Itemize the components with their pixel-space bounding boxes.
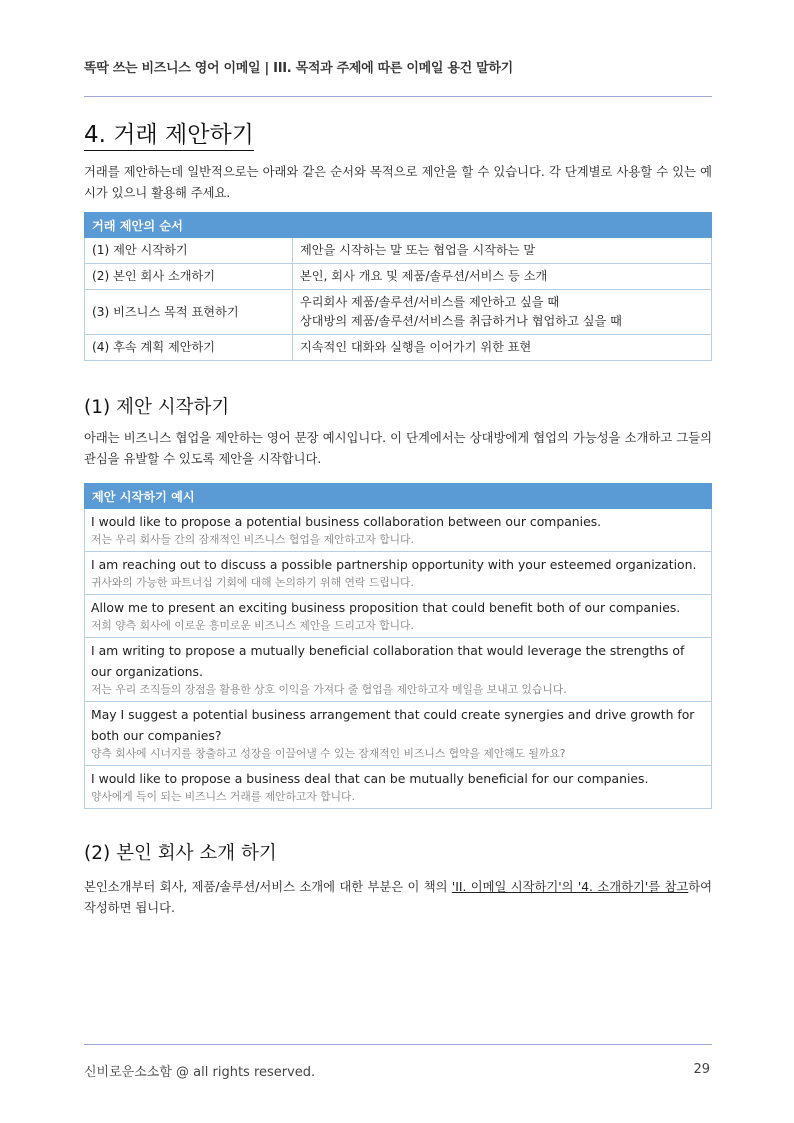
subsection-intro-1: 아래는 비즈니스 협업을 제안하는 영어 문장 예시입니다. 이 단계에서는 상대방에게 협업의 가능성을 소개하고 그들의 관심을 유발할 수 있도록 제안을 시작합니다. bbox=[84, 431, 712, 466]
english-sentence: May I suggest a potential business arrangement that could create synergies and drive growth for both our companies? bbox=[91, 707, 695, 743]
example-cell bbox=[85, 638, 712, 702]
english-sentence: I would like to propose a business deal that can be mutually beneficial for our companies. bbox=[91, 771, 649, 786]
table-row bbox=[85, 238, 712, 264]
section-title: 4. 거래 제안하기 bbox=[84, 121, 254, 151]
section-intro: 거래를 제안하는데 일반적으로는 아래와 같은 순서와 목적으로 제안을 할 수 있습니다. 각 단계별로 사용할 수 있는 예시가 있으니 활용해 주세요. bbox=[84, 165, 712, 200]
step-description: 제안을 시작하는 말 또는 협업을 시작하는 말 bbox=[293, 238, 712, 264]
example-cell bbox=[85, 702, 712, 766]
korean-translation: 저는 우리 회사들 간의 잠재적인 비즈니스 협업을 제안하고자 합니다. bbox=[91, 533, 414, 546]
table-row bbox=[85, 552, 712, 595]
korean-translation: 귀사와의 가능한 파트너십 기회에 대해 논의하기 위해 연락 드립니다. bbox=[91, 576, 414, 589]
english-sentence: Allow me to present an exciting business proposition that could benefit both of our companies. bbox=[91, 600, 681, 615]
step-label: (2) 본인 회사 소개하기 bbox=[85, 264, 293, 290]
step-description-line: 우리회사 제품/솔루션/서비스를 제안하고 싶을 때 bbox=[300, 295, 560, 309]
subsection-title-2: (2) 본인 회사 소개 하기 bbox=[84, 843, 277, 864]
chapter-reference-link[interactable]: 'II. 이메일 시작하기'의 '4. 소개하기'를 참고 bbox=[451, 880, 689, 894]
example-cell bbox=[85, 552, 712, 595]
step-label: (1) 제안 시작하기 bbox=[85, 238, 293, 264]
table-row bbox=[85, 335, 712, 361]
example-cell bbox=[85, 595, 712, 638]
table-row bbox=[85, 290, 712, 335]
footer-copyright: 신비로운소소함 @ all rights reserved. bbox=[84, 1065, 316, 1080]
step-description: 본인, 회사 개요 및 제품/솔루션/서비스 등 소개 bbox=[293, 264, 712, 290]
example-cell bbox=[85, 509, 712, 552]
english-sentence: I am writing to propose a mutually beneficial collaboration that would leverage the strengths of our organizations. bbox=[91, 643, 685, 679]
step-description: 지속적인 대화와 실행을 이어가기 위한 표현 bbox=[293, 335, 712, 361]
table-row bbox=[85, 638, 712, 702]
korean-translation: 저희 양측 회사에 이로운 흥미로운 비즈니스 제안을 드리고자 합니다. bbox=[91, 619, 414, 632]
intro-text: 하여 작성하면 됩니다. bbox=[84, 880, 712, 915]
subsection-title-1: (1) 제안 시작하기 bbox=[84, 397, 230, 418]
english-sentence: I am reaching out to discuss a possible partnership opportunity with your esteemed organization. bbox=[91, 557, 697, 572]
table-row bbox=[85, 595, 712, 638]
step-description-line: 상대방의 제품/솔루션/서비스를 취급하거나 협업하고 싶을 때 bbox=[300, 314, 622, 328]
examples-table bbox=[84, 483, 712, 809]
korean-translation: 양측 회사에 시너지를 창출하고 성장을 이끌어낼 수 있는 잠재적인 비즈니스 협약을 제안해도 될까요? bbox=[91, 747, 566, 760]
page-number: 29 bbox=[693, 1062, 710, 1077]
example-cell bbox=[85, 766, 712, 809]
table-row bbox=[85, 766, 712, 809]
running-header: 똑딱 쓰는 비즈니스 영어 이메일 | III. 목적과 주제에 따른 이메일 용건 말하기 bbox=[84, 61, 513, 76]
table-row bbox=[85, 264, 712, 290]
footer-divider bbox=[84, 1044, 712, 1045]
korean-translation: 양사에게 득이 되는 비즈니스 거래를 제안하고자 합니다. bbox=[91, 790, 355, 803]
step-description bbox=[293, 290, 712, 335]
step-label: (3) 비즈니스 목적 표현하기 bbox=[85, 290, 293, 335]
step-label: (4) 후속 계획 제안하기 bbox=[85, 335, 293, 361]
korean-translation: 저는 우리 조직들의 장점을 활용한 상호 이익을 가져다 줄 협업을 제안하고자 메일을 보내고 있습니다. bbox=[91, 683, 567, 696]
steps-table-header: 거래 제안의 순서 bbox=[85, 213, 712, 238]
intro-text: 본인소개부터 회사, 제품/솔루션/서비스 소개에 대한 부분은 이 책의 bbox=[84, 880, 452, 894]
subsection-intro-2 bbox=[84, 877, 712, 919]
examples-table-header: 제안 시작하기 예시 bbox=[85, 484, 712, 509]
steps-table bbox=[84, 212, 712, 361]
table-row bbox=[85, 509, 712, 552]
table-row bbox=[85, 702, 712, 766]
header-divider bbox=[84, 96, 712, 97]
english-sentence: I would like to propose a potential business collaboration between our companies. bbox=[91, 514, 602, 529]
